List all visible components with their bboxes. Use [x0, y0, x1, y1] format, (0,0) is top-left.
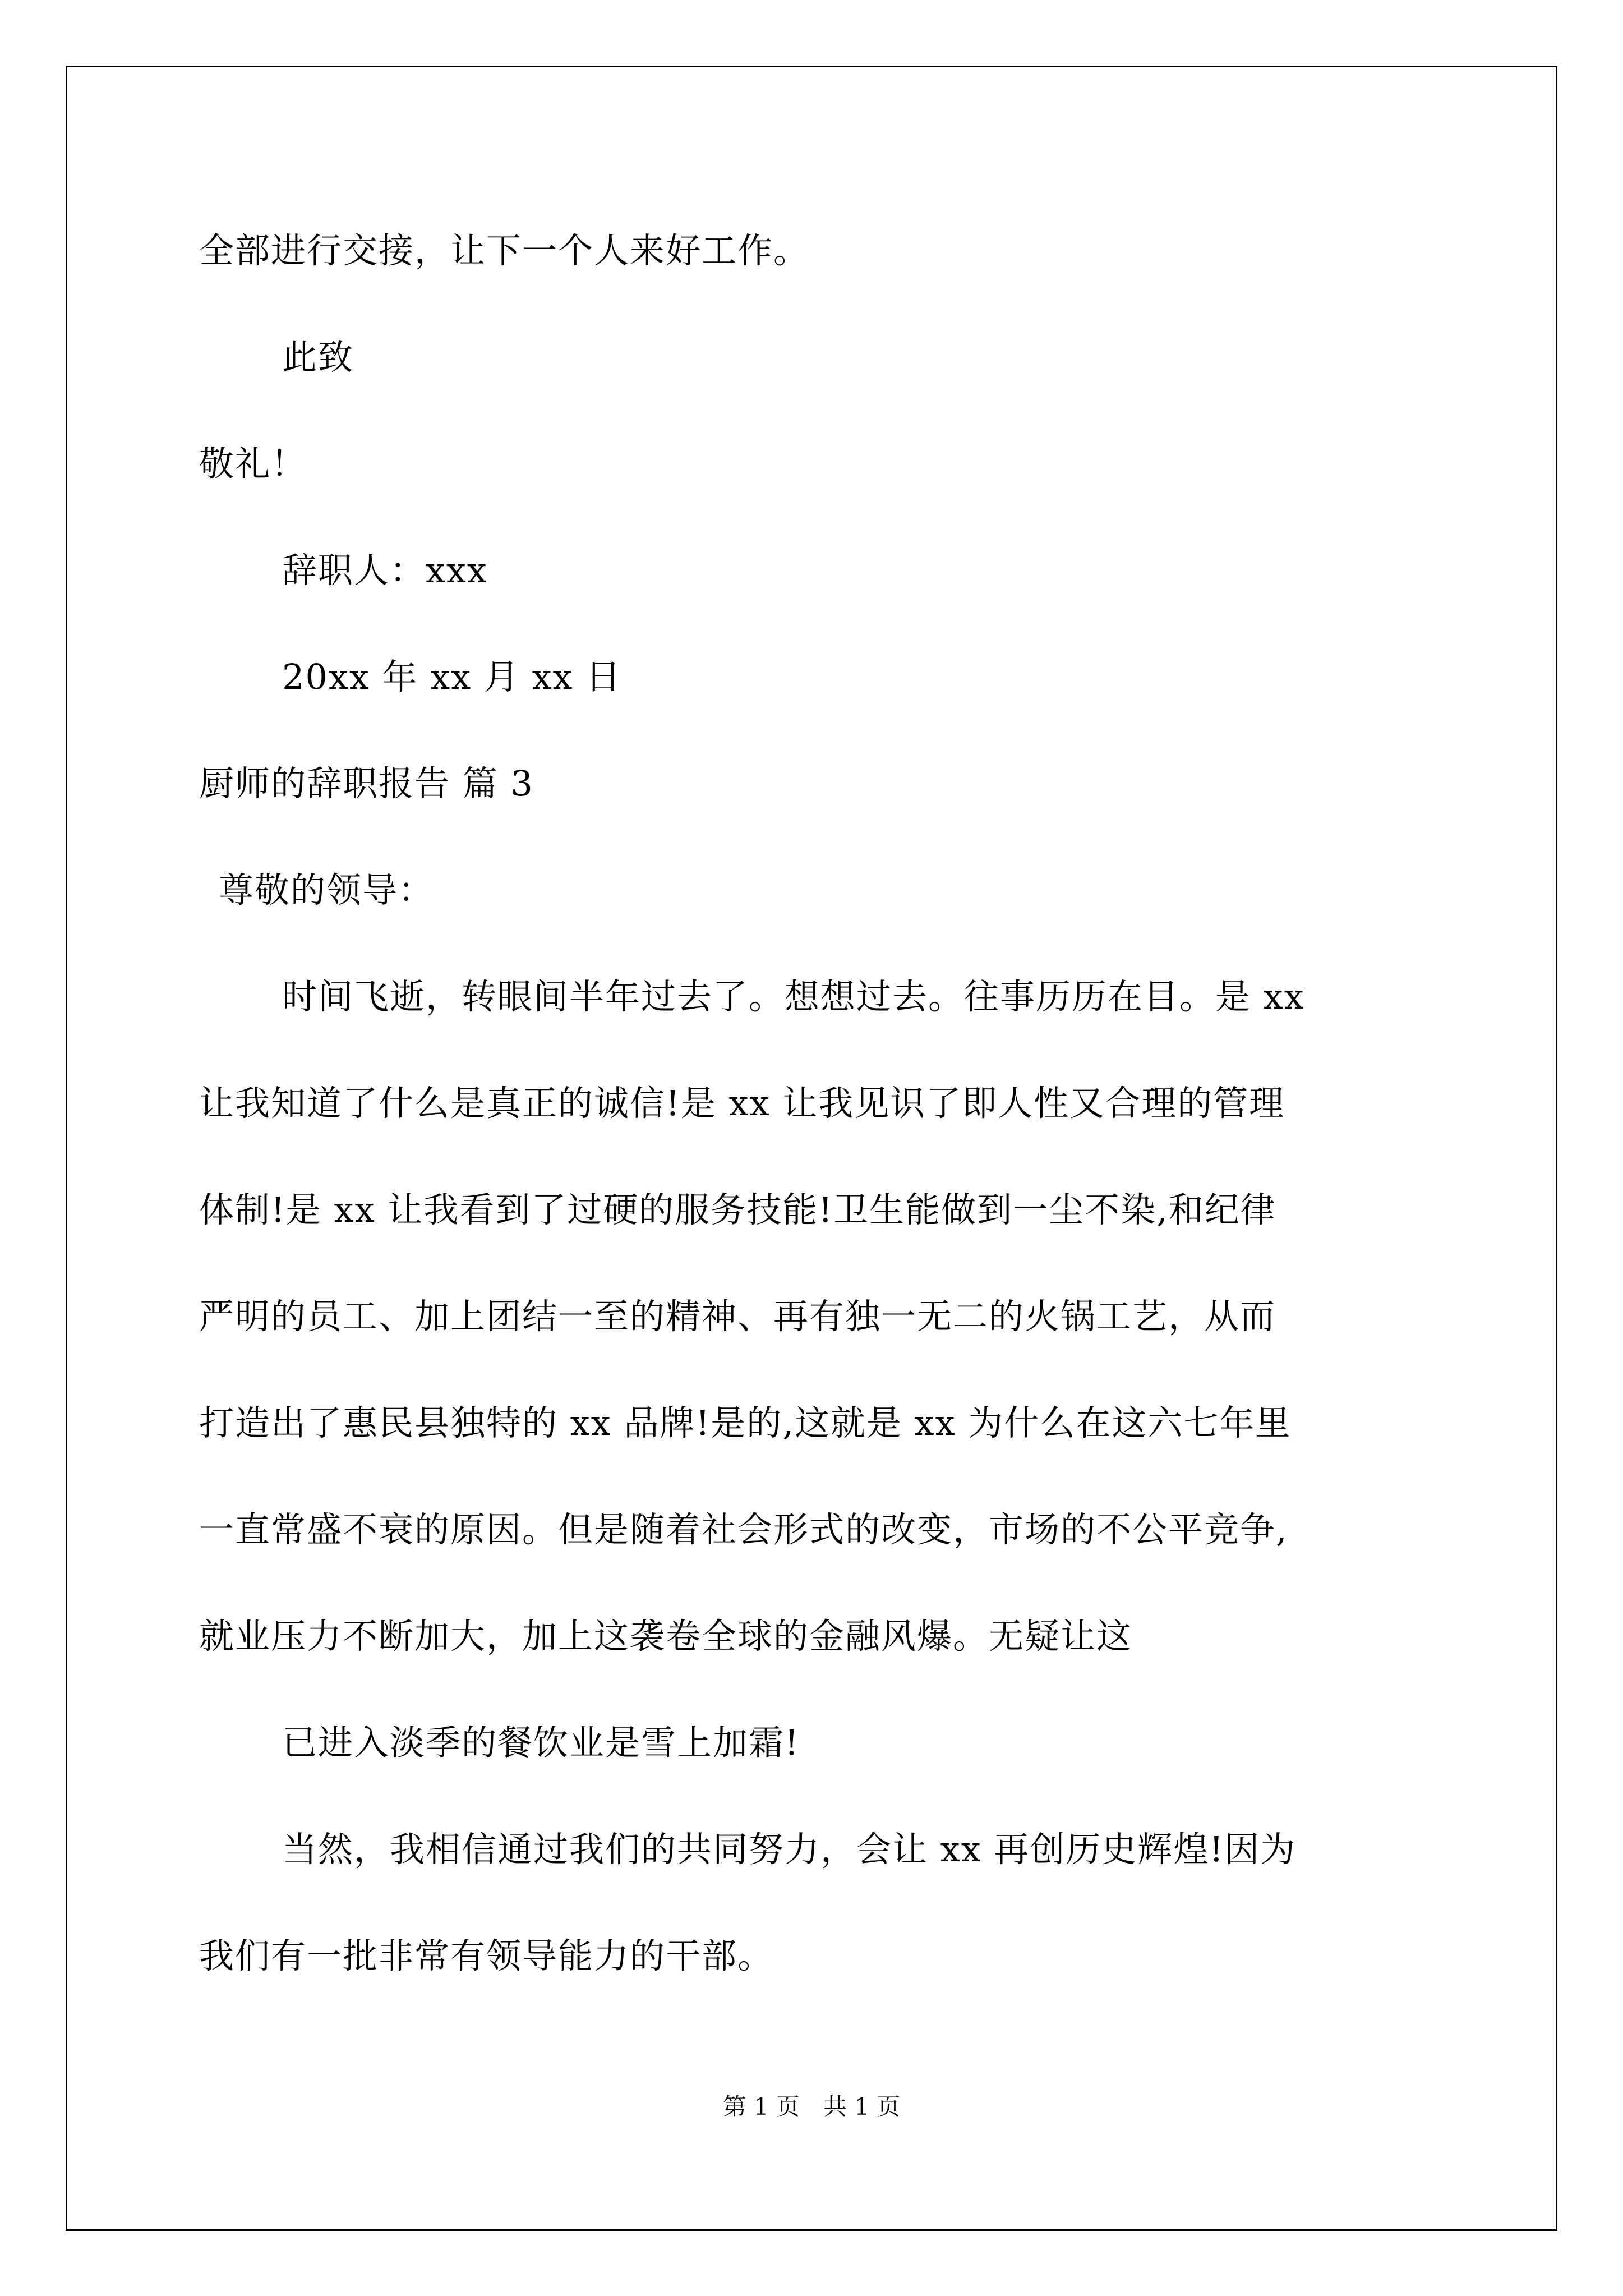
text-line-signer: 辞职人：xxx [282, 550, 488, 591]
text-line-date: 20xx 年 xx 月 xx 日 [282, 656, 622, 697]
paragraph-line: 已进入淡季的餐饮业是雪上加霜! [282, 1722, 800, 1763]
section-heading: 厨师的辞职报告 篇 3 [199, 763, 534, 804]
text-line-regards: 敬礼！ [199, 443, 307, 484]
paragraph-line: 体制!是 xx 让我看到了过硬的服务技能!卫生能做到一尘不染,和纪律 [199, 1189, 1276, 1230]
text-line-closing-handover: 全部进行交接，让下一个人来好工作。 [199, 230, 810, 271]
paragraph-line: 我们有一批非常有领导能力的干部。 [199, 1935, 774, 1976]
paragraph-line: 时间飞逝，转眼间半年过去了。想想过去。往事历历在目。是 xx [282, 976, 1305, 1017]
paragraph-line: 打造出了惠民县独特的 xx 品牌!是的,这就是 xx 为什么在这六七年里 [199, 1402, 1292, 1443]
paragraph-line: 一直常盛不衰的原因。但是随着社会形式的改变，市场的不公平竞争, [199, 1509, 1288, 1550]
paragraph-line: 严明的员工、加上团结一至的精神、再有独一无二的火锅工艺，从而 [199, 1296, 1276, 1337]
text-line-salutation: 此致 [282, 337, 354, 378]
paragraph-line: 让我知道了什么是真正的诚信!是 xx 让我见识了即人性又合理的管理 [199, 1083, 1285, 1124]
page-number-footer: 第 1 页 共 1 页 [722, 2093, 901, 2120]
text-line-greeting: 尊敬的领导： [219, 869, 435, 910]
paragraph-line: 当然，我相信通过我们的共同努力，会让 xx 再创历史辉煌!因为 [282, 1829, 1297, 1870]
page-border [66, 66, 1557, 2231]
paragraph-line: 就业压力不断加大，加上这袭卷全球的金融风爆。无疑让这 [199, 1616, 1133, 1657]
